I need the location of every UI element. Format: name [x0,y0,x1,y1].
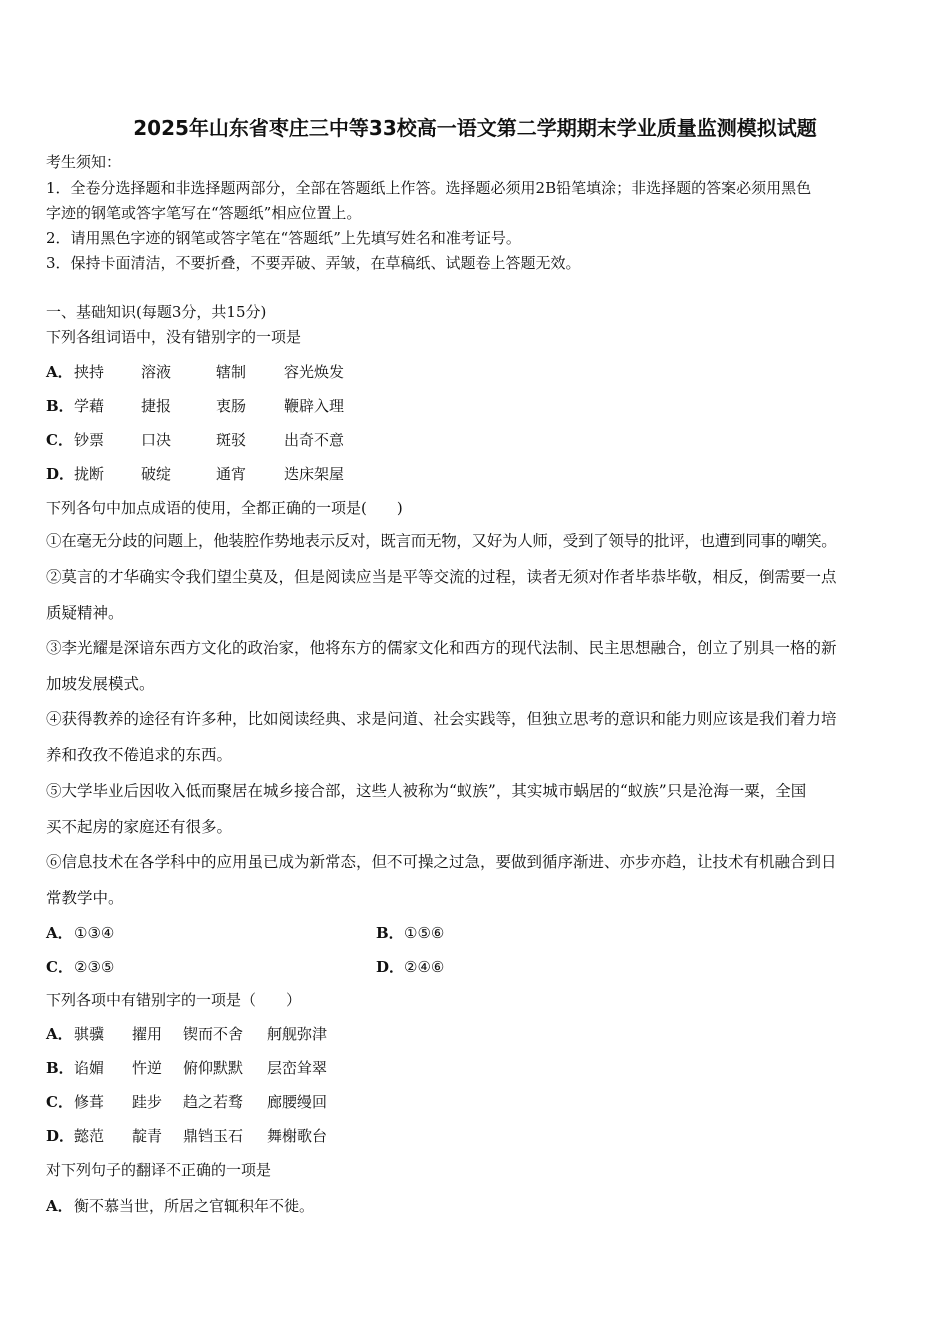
word: 斑驳 [216,431,247,449]
option-letter: D． [376,958,405,976]
word: 钞票 [74,431,105,449]
word: 鞭辟入理 [284,397,345,415]
option-text: ②④⑥ [404,958,445,976]
word: 鼎铛玉石 [183,1127,244,1145]
q1-option-b[interactable] [46,396,344,416]
word: 修葺 [74,1093,105,1111]
word: 辖制 [216,363,247,381]
option-letter: D． [46,1127,75,1145]
q3-option-c[interactable] [46,1092,327,1112]
q2-sentence-2b: 质疑精神。 [46,604,124,622]
option-text: ①⑤⑥ [404,924,445,942]
q2-sentence-4a: ④获得教养的途径有许多种，比如阅读经典、求是问道、社会实践等，但独立思考的意识和能力则应该是我们着力培 [46,710,837,728]
word: 破绽 [141,465,172,483]
word: 层峦耸翠 [267,1059,328,1077]
option-text: ①③④ [74,924,115,942]
option-letter: A． [46,1197,73,1215]
q2-sentence-4b: 养和孜孜不倦追求的东西。 [46,746,233,764]
q2-sentence-5a: ⑤大学毕业后因收入低而聚居在城乡接合部，这些人被称为“蚁族”，其实城市蜗居的“蚁族”只是沧海一粟，全国 [46,782,807,800]
exam-title: 2025年山东省枣庄三中等33校高一语文第二学期期末学业质量监测模拟试题 [133,116,817,140]
notice-item-3: 3．保持卡面清洁，不要折叠，不要弄破、弄皱，在草稿纸、试题卷上答题无效。 [46,254,581,272]
q2-sentence-5b: 买不起房的家庭还有很多。 [46,818,233,836]
section-heading: 一、基础知识(每题3分，共15分) [46,303,267,321]
q2-option-d[interactable] [376,957,444,977]
q2-option-a[interactable] [46,923,114,943]
word: 谄媚 [74,1059,105,1077]
word: 迭床架屋 [284,465,345,483]
word: 出奇不意 [284,431,345,449]
word: 衷肠 [216,397,247,415]
word: 骐骥 [74,1025,105,1043]
q2-option-c[interactable] [46,957,114,977]
word: 跬步 [132,1093,163,1111]
word: 口决 [141,431,172,449]
option-letter: C． [46,1093,73,1111]
q1-stem: 下列各组词语中，没有错别字的一项是 [46,328,302,346]
notice-item-2: 2．请用黑色字迹的钢笔或答字笔在“答题纸”上先填写姓名和准考证号。 [46,229,521,247]
word: 锲而不舍 [183,1025,244,1043]
option-letter: A． [46,363,73,381]
q3-option-a[interactable] [46,1024,327,1044]
word: 舞榭歌台 [267,1127,328,1145]
q1-option-a[interactable] [46,362,344,382]
word: 靛青 [132,1127,163,1145]
q1-option-c[interactable] [46,430,344,450]
q3-option-b[interactable] [46,1058,327,1078]
q2-sentence-6a: ⑥信息技术在各学科中的应用虽已成为新常态，但不可操之过急，要做到循序渐进、亦步亦趋，让技术有机融合到日 [46,853,837,871]
option-letter: B． [46,397,74,415]
q4-stem: 对下列句子的翻译不正确的一项是 [46,1161,272,1179]
option-letter: A． [46,924,73,942]
word: 容光焕发 [284,363,345,381]
option-text: ②③⑤ [74,958,115,976]
word: 拢断 [74,465,105,483]
q2-sentence-1: ①在毫无分歧的问题上，他装腔作势地表示反对，既言而无物，又好为人师，受到了领导的批评，也遭到同事的嘲笑。 [46,532,837,550]
q3-option-d[interactable] [46,1126,327,1146]
word: 捷报 [141,397,172,415]
option-letter: B． [376,924,404,942]
q4-option-a[interactable] [46,1196,314,1216]
word: 俯仰默默 [183,1059,244,1077]
option-letter: D． [46,465,75,483]
option-text: 衡不慕当世，所居之官辄积年不徙。 [74,1197,315,1215]
word: 擢用 [132,1025,163,1043]
notice-item-1a: 1．全卷分选择题和非选择题两部分，全部在答题纸上作答。选择题必须用2B铅笔填涂；非选择题的答案必须用黑色 [46,179,812,197]
q2-sentence-3b: 加坡发展模式。 [46,675,155,693]
q1-option-d[interactable] [46,464,344,484]
q2-sentence-6b: 常教学中。 [46,889,124,907]
word: 廊腰缦回 [267,1093,328,1111]
word: 挟持 [74,363,105,381]
word: 忤逆 [132,1059,163,1077]
q2-option-b[interactable] [376,923,444,943]
word: 趋之若骛 [183,1093,244,1111]
word: 溶液 [141,363,172,381]
q3-stem: 下列各项中有错别字的一项是（ ） [46,991,302,1009]
word: 懿范 [74,1127,105,1145]
option-letter: A． [46,1025,73,1043]
word: 舸舰弥津 [267,1025,328,1043]
option-letter: C． [46,958,73,976]
notice-heading: 考生须知： [46,153,122,171]
notice-item-1b: 字迹的钢笔或答字笔写在“答题纸”相应位置上。 [46,204,362,222]
option-letter: C． [46,431,73,449]
q2-sentence-3a: ③李光耀是深谙东西方文化的政治家，他将东方的儒家文化和西方的现代法制、民主思想融合，创立了别具一格的新 [46,639,837,657]
q2-sentence-2a: ②莫言的才华确实令我们望尘莫及，但是阅读应当是平等交流的过程，读者无须对作者毕恭毕敬，相反，倒需要一点 [46,568,837,586]
q2-stem: 下列各句中加点成语的使用，全都正确的一项是( ) [46,499,403,517]
word: 通宵 [216,465,247,483]
option-letter: B． [46,1059,74,1077]
word: 学藉 [74,397,105,415]
